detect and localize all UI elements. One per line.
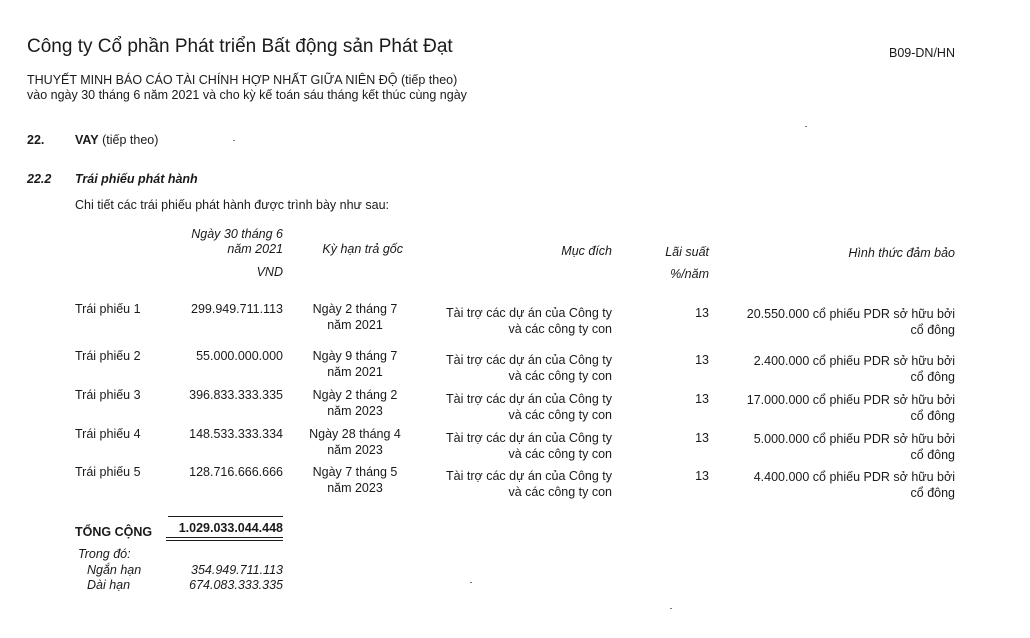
bond-purpose [446, 305, 612, 337]
short-term-value: 354.949.711.113 [191, 563, 283, 577]
document-title: THUYẾT MINH BÁO CÁO TÀI CHÍNH HỢP NHẤT GIỮA NIÊN ĐỘ (tiếp theo) [27, 73, 458, 87]
bond-collateral [747, 392, 955, 424]
bond-maturity-line2: năm 2023 [327, 404, 383, 418]
long-term-value: 674.083.333.335 [189, 578, 283, 592]
long-term-label: Dài hạn [87, 578, 131, 592]
bond-name: Trái phiếu 1 [75, 302, 141, 316]
bond-purpose [446, 391, 612, 423]
bond-maturity [300, 301, 410, 333]
col-header-amount [191, 227, 283, 257]
bond-purpose-line1: Tài trợ các dự án của Công ty [446, 469, 612, 483]
col-header-rate: Lãi suất [665, 245, 709, 259]
subsection-number: 22.2 [27, 172, 52, 186]
col-header-amount-line1: Ngày 30 tháng 6 [191, 227, 283, 241]
company-name: Công ty Cổ phần Phát triển Bất động sản Phát Đạt [27, 36, 453, 57]
total-double-rule-2 [166, 540, 283, 541]
bond-name: Trái phiếu 5 [75, 465, 141, 479]
bond-collateral-line1: 20.550.000 cổ phiếu PDR sở hữu bởi [746, 307, 955, 321]
bond-name: Trái phiếu 4 [75, 427, 141, 441]
bond-maturity [300, 348, 410, 380]
bond-purpose-line1: Tài trợ các dự án của Công ty [446, 392, 612, 406]
bond-amount: 396.833.333.335 [189, 388, 283, 402]
bond-purpose-line1: Tài trợ các dự án của Công ty [446, 353, 612, 367]
section-title-rest: (tiếp theo) [98, 133, 159, 147]
bond-collateral-line1: 5.000.000 cổ phiếu PDR sở hữu bởi [753, 432, 955, 446]
bond-maturity-line2: năm 2021 [327, 318, 383, 332]
scan-speck [470, 582, 472, 583]
bond-collateral-line1: 4.400.000 cổ phiếu PDR sở hữu bởi [753, 470, 955, 484]
bond-purpose [446, 430, 612, 462]
bond-purpose [446, 352, 612, 384]
bond-maturity [300, 464, 410, 496]
bond-rate: 13 [695, 392, 709, 406]
bond-amount: 148.533.333.334 [189, 427, 283, 441]
bond-collateral-line2: cổ đông [910, 448, 955, 462]
bond-maturity-line2: năm 2021 [327, 365, 383, 379]
total-label: TỔNG CỘNG [75, 525, 153, 539]
bond-name: Trái phiếu 2 [75, 349, 141, 363]
bond-rate: 13 [695, 469, 709, 483]
bond-rate: 13 [695, 431, 709, 445]
bond-purpose-line2: và các công ty con [508, 369, 612, 383]
bond-amount: 55.000.000.000 [196, 349, 283, 363]
bond-collateral-line2: cổ đông [910, 409, 955, 423]
bond-collateral-line2: cổ đông [910, 486, 955, 500]
bond-maturity [300, 387, 410, 419]
section-number: 22. [27, 133, 45, 147]
bond-purpose-line1: Tài trợ các dự án của Công ty [446, 431, 612, 445]
bond-purpose-line1: Tài trợ các dự án của Công ty [446, 306, 612, 320]
bond-maturity-line2: năm 2023 [327, 443, 383, 457]
total-top-rule [168, 516, 283, 517]
bond-collateral-line1: 2.400.000 cổ phiếu PDR sở hữu bởi [753, 354, 955, 368]
total-double-rule-1 [166, 537, 283, 538]
bond-collateral-line2: cổ đông [910, 370, 955, 384]
total-value: 1.029.033.044.448 [178, 521, 283, 535]
bond-purpose-line2: và các công ty con [508, 322, 612, 336]
bond-purpose-line2: và các công ty con [508, 485, 612, 499]
bond-name: Trái phiếu 3 [75, 388, 141, 402]
bond-collateral [754, 431, 955, 463]
col-header-amount-line2: năm 2021 [227, 242, 283, 256]
document-subtitle: vào ngày 30 tháng 6 năm 2021 và cho kỳ kế toán sáu tháng kết thúc cùng ngày [27, 88, 467, 102]
bond-rate: 13 [695, 353, 709, 367]
bond-amount: 299.949.711.113 [191, 302, 283, 316]
short-term-label: Ngắn hạn [87, 563, 142, 577]
scan-speck [670, 608, 672, 609]
bond-maturity-line1: Ngày 2 tháng 2 [312, 388, 398, 402]
col-header-rate-unit: %/năm [670, 267, 709, 281]
bond-collateral [754, 353, 955, 385]
bond-collateral [747, 306, 955, 338]
bond-maturity-line1: Ngày 7 tháng 5 [312, 465, 398, 479]
col-header-collateral: Hình thức đảm bảo [848, 246, 955, 260]
col-header-purpose: Mục đích [561, 244, 612, 258]
bond-maturity-line1: Ngày 28 tháng 4 [309, 427, 401, 441]
form-code: B09-DN/HN [889, 46, 955, 60]
bond-amount: 128.716.666.666 [189, 465, 283, 479]
subsection-title: Trái phiếu phát hành [75, 172, 198, 186]
section-title-bold: VAY [75, 133, 99, 147]
bond-maturity-line2: năm 2023 [327, 481, 383, 495]
bond-purpose [446, 468, 612, 500]
bond-maturity [300, 426, 410, 458]
col-header-amount-unit: VND [256, 265, 283, 279]
subsection-intro: Chi tiết các trái phiếu phát hành được trình bày như sau: [75, 198, 390, 212]
scan-speck [233, 140, 235, 141]
bond-maturity-line1: Ngày 9 tháng 7 [312, 349, 398, 363]
bond-purpose-line2: và các công ty con [508, 447, 612, 461]
document-title-block [27, 73, 467, 103]
section-title [75, 133, 158, 147]
breakdown-label: Trong đó: [78, 547, 131, 561]
bond-collateral-line2: cổ đông [910, 323, 955, 337]
bond-collateral-line1: 17.000.000 cổ phiếu PDR sở hữu bởi [746, 393, 955, 407]
scan-speck [805, 126, 807, 127]
bond-rate: 13 [695, 306, 709, 320]
col-header-maturity: Kỳ hạn trả gốc [322, 242, 403, 256]
bond-maturity-line1: Ngày 2 tháng 7 [312, 302, 398, 316]
bond-purpose-line2: và các công ty con [508, 408, 612, 422]
bond-collateral [754, 469, 955, 501]
